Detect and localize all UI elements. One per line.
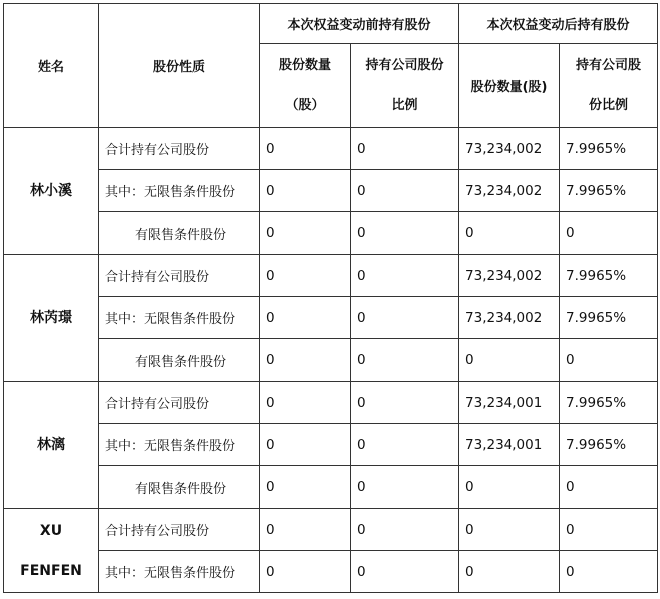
- before-quantity: 0: [260, 509, 351, 551]
- person-name: 林芮璟: [4, 255, 99, 382]
- after-quantity: 0: [459, 212, 560, 255]
- person-name-line1: XU: [39, 522, 63, 539]
- after-quantity: 73,234,001: [459, 382, 560, 424]
- header-before-ratio-line1: 持有公司股份: [365, 57, 444, 73]
- before-quantity: 0: [260, 382, 351, 424]
- share-type: 有限售条件股份: [99, 466, 260, 509]
- before-quantity: 0: [260, 466, 351, 509]
- header-before-ratio: [351, 44, 459, 128]
- before-quantity: 0: [260, 339, 351, 382]
- header-before-quantity-line2: （股）: [285, 97, 325, 113]
- before-quantity: 0: [260, 128, 351, 170]
- person-name: 林小溪: [4, 128, 99, 255]
- share-type: 有限售条件股份: [99, 339, 260, 382]
- person-name: [4, 509, 99, 593]
- after-ratio: 0: [560, 509, 658, 551]
- header-after-quantity: 股份数量(股): [459, 44, 560, 128]
- after-ratio: 7.9965%: [560, 424, 658, 466]
- after-quantity: 73,234,002: [459, 170, 560, 212]
- before-ratio: 0: [351, 212, 459, 255]
- header-after-ratio-line1: 持有公司股: [576, 57, 642, 73]
- after-quantity: 0: [459, 339, 560, 382]
- header-name: 姓名: [4, 4, 99, 128]
- after-quantity: 0: [459, 509, 560, 551]
- shareholding-change-table: [3, 3, 658, 593]
- after-ratio: 7.9965%: [560, 297, 658, 339]
- before-ratio: 0: [351, 170, 459, 212]
- after-ratio: 0: [560, 466, 658, 509]
- share-type: 其中：无限售条件股份: [99, 170, 260, 212]
- share-type: 合计持有公司股份: [99, 128, 260, 170]
- after-quantity: 0: [459, 466, 560, 509]
- after-quantity: 73,234,001: [459, 424, 560, 466]
- before-quantity: 0: [260, 297, 351, 339]
- before-ratio: 0: [351, 466, 459, 509]
- header-share-type: 股份性质: [99, 4, 260, 128]
- before-ratio: 0: [351, 424, 459, 466]
- header-before-ratio-line2: 比例: [391, 97, 418, 113]
- after-ratio: 7.9965%: [560, 382, 658, 424]
- header-before-quantity-line1: 股份数量: [278, 57, 331, 73]
- before-quantity: 0: [260, 212, 351, 255]
- header-after-ratio: [560, 44, 658, 128]
- before-ratio: 0: [351, 128, 459, 170]
- header-after-ratio-line2: 份比例: [589, 97, 629, 113]
- after-ratio: 0: [560, 339, 658, 382]
- person-name-line2: FENFEN: [20, 562, 82, 579]
- before-ratio: 0: [351, 255, 459, 297]
- after-ratio: 7.9965%: [560, 255, 658, 297]
- after-quantity: 73,234,002: [459, 255, 560, 297]
- person-name: 林漓: [4, 382, 99, 509]
- share-type: 有限售条件股份: [99, 212, 260, 255]
- header-before-group: 本次权益变动前持有股份: [260, 4, 459, 44]
- before-ratio: 0: [351, 297, 459, 339]
- share-type: 其中：无限售条件股份: [99, 424, 260, 466]
- share-type: 其中：无限售条件股份: [99, 297, 260, 339]
- before-ratio: 0: [351, 339, 459, 382]
- share-type: 其中：无限售条件股份: [99, 551, 260, 593]
- after-ratio: 0: [560, 551, 658, 593]
- after-quantity: 0: [459, 551, 560, 593]
- share-type: 合计持有公司股份: [99, 382, 260, 424]
- before-quantity: 0: [260, 551, 351, 593]
- after-ratio: 7.9965%: [560, 128, 658, 170]
- header-after-group: 本次权益变动后持有股份: [459, 4, 658, 44]
- before-ratio: 0: [351, 551, 459, 593]
- share-type: 合计持有公司股份: [99, 509, 260, 551]
- share-type: 合计持有公司股份: [99, 255, 260, 297]
- after-quantity: 73,234,002: [459, 128, 560, 170]
- after-quantity: 73,234,002: [459, 297, 560, 339]
- after-ratio: 7.9965%: [560, 170, 658, 212]
- before-quantity: 0: [260, 424, 351, 466]
- before-ratio: 0: [351, 509, 459, 551]
- header-before-quantity: [260, 44, 351, 128]
- after-ratio: 0: [560, 212, 658, 255]
- before-ratio: 0: [351, 382, 459, 424]
- before-quantity: 0: [260, 170, 351, 212]
- before-quantity: 0: [260, 255, 351, 297]
